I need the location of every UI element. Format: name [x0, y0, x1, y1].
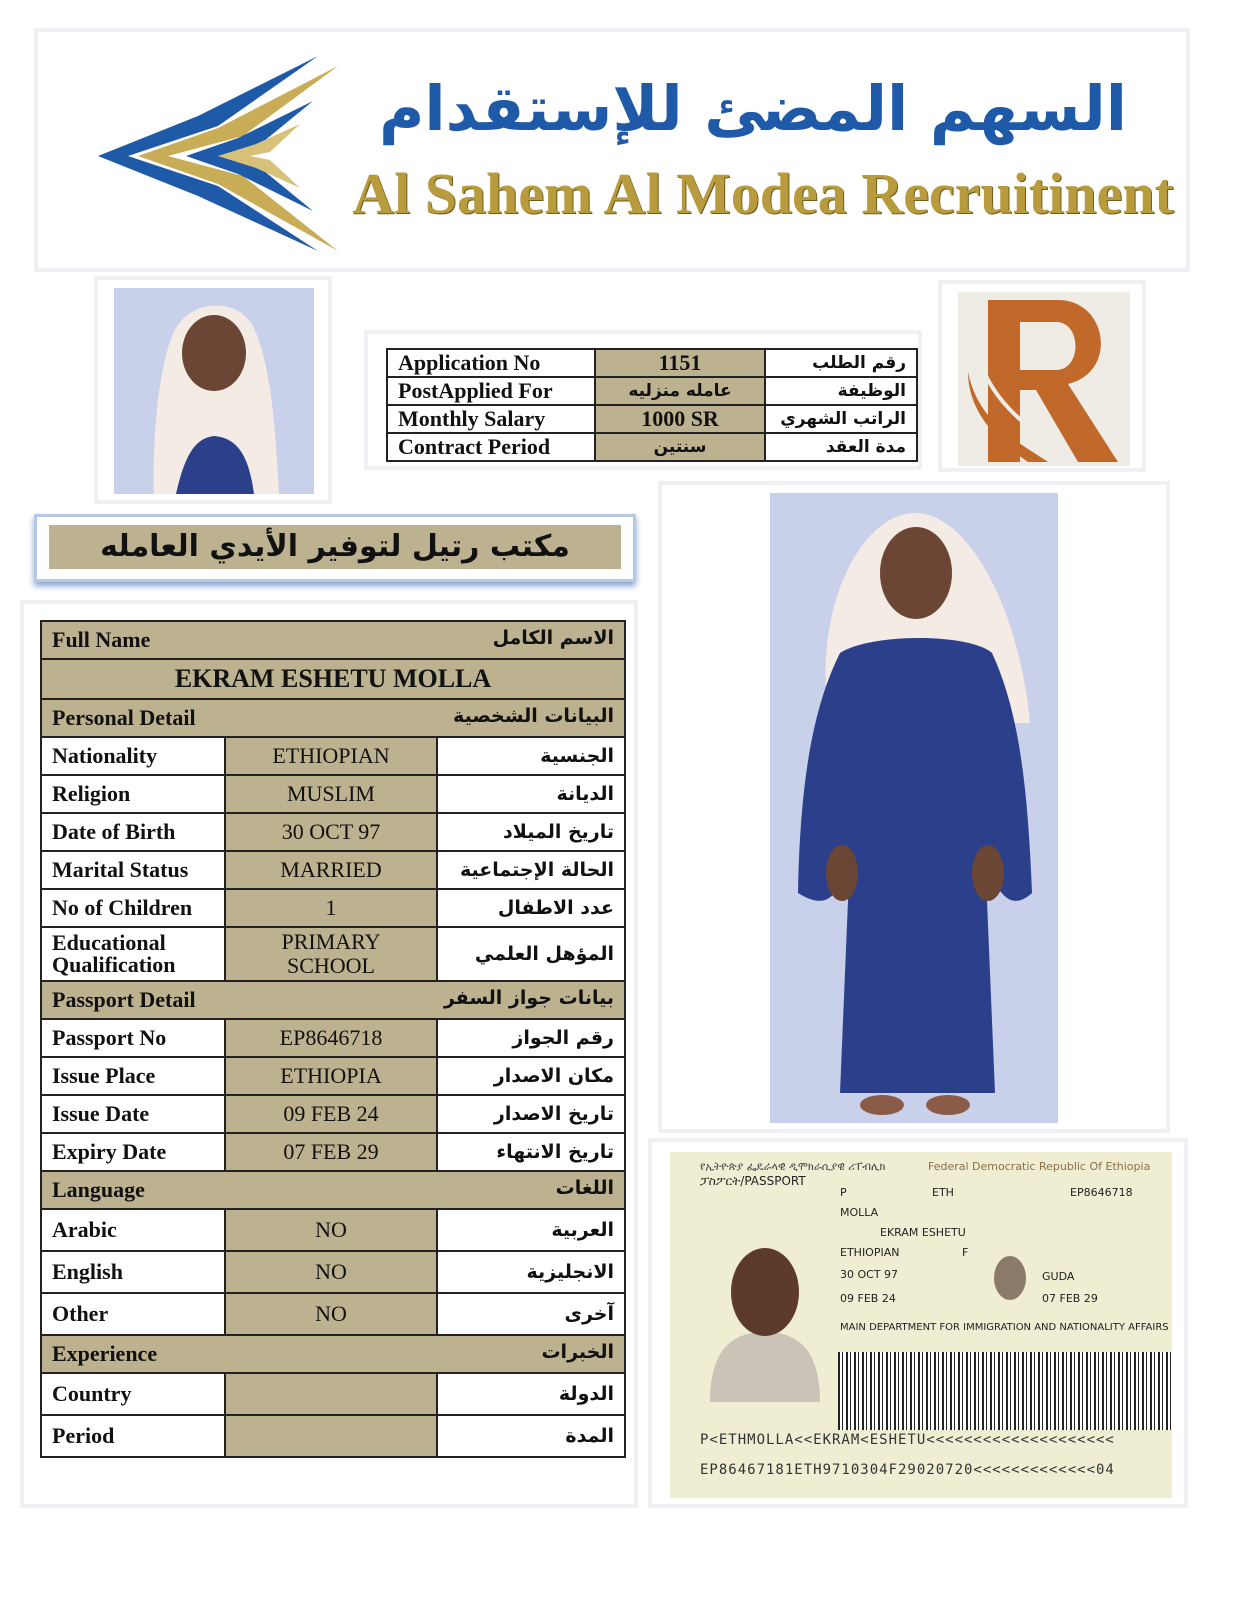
monthly-salary-value: 1000 SR [595, 405, 765, 433]
period-value [225, 1415, 437, 1457]
education-label [41, 927, 225, 981]
issue-place-label-ar: مكان الاصدار [437, 1057, 625, 1095]
full-body-photo [658, 481, 1170, 1133]
passport-given-name: EKRAM ESHETU [880, 1226, 966, 1239]
period-label-ar: المدة [437, 1415, 625, 1457]
country-label: Country [41, 1373, 225, 1415]
passport-header-amharic: የኢትዮጵያ ፌዴራላዊ ዲሞክራሲያዊ ሪፐብሊክ [700, 1160, 886, 1173]
table-row [41, 737, 625, 775]
table-row [41, 889, 625, 927]
date-of-birth-value: 30 OCT 97 [225, 813, 437, 851]
marital-status-value: MARRIED [225, 851, 437, 889]
personal-detail-header-row [41, 699, 625, 737]
arabic-value: NO [225, 1209, 437, 1251]
post-applied-value: عامله منزليه [595, 377, 765, 405]
table-row [41, 927, 625, 981]
country-label-ar: الدولة [437, 1373, 625, 1415]
worker-details [20, 600, 638, 1508]
arabic-label-ar: العربية [437, 1209, 625, 1251]
standing-figure-icon [770, 493, 1058, 1123]
passport-number: EP8646718 [1070, 1186, 1133, 1199]
passport-no-value: EP8646718 [225, 1019, 437, 1057]
country-value [225, 1373, 437, 1415]
issue-date-label: Issue Date [41, 1095, 225, 1133]
company-name-english: Al Sahem Al Modea Recruitinent [352, 161, 1174, 226]
language-header-row [41, 1171, 625, 1209]
monthly-salary-label: Monthly Salary [387, 405, 595, 433]
header-banner [34, 28, 1190, 272]
expiry-date-value: 07 FEB 29 [225, 1133, 437, 1171]
nationality-label-ar: الجنسية [437, 737, 625, 775]
application-no-label-ar: رقم الطلب [765, 349, 917, 377]
table-row [41, 1415, 625, 1457]
full-name-header-row [41, 621, 625, 659]
passport-country-code: ETH [932, 1186, 954, 1199]
passport-ghost-photo-icon [988, 1252, 1032, 1312]
religion-value: MUSLIM [225, 775, 437, 813]
table-row [41, 775, 625, 813]
expiry-date-label: Expiry Date [41, 1133, 225, 1171]
religion-label-ar: الديانة [437, 775, 625, 813]
passport-no-label: Passport No [41, 1019, 225, 1057]
table-row [41, 1251, 625, 1293]
full-name-label: Full Name [52, 627, 151, 652]
table-row [41, 813, 625, 851]
passport-sex: F [962, 1246, 969, 1259]
education-value [225, 927, 437, 981]
table-row [41, 1293, 625, 1335]
expiry-date-label-ar: تاريخ الانتهاء [437, 1133, 625, 1171]
marital-status-label-ar: الحالة الإجتماعية [437, 851, 625, 889]
full-name-value: EKRAM ESHETU MOLLA [41, 659, 625, 699]
arabic-label: Arabic [41, 1209, 225, 1251]
language-label-ar: اللغات [555, 1177, 614, 1199]
table-row [387, 349, 917, 377]
r-letter-logo-icon [958, 292, 1130, 466]
issue-date-value: 09 FEB 24 [225, 1095, 437, 1133]
passport-surname: MOLLA [840, 1206, 879, 1219]
passport-scan [648, 1138, 1188, 1508]
nationality-value: ETHIOPIAN [225, 737, 437, 775]
passport-photo-icon [700, 1232, 830, 1402]
table-row [387, 405, 917, 433]
education-value-line1: PRIMARY [281, 929, 381, 954]
application-summary [364, 330, 922, 470]
education-label-line1: Educational [52, 930, 166, 955]
monthly-salary-label-ar: الراتب الشهري [765, 405, 917, 433]
office-name: مكتب رتيل لتوفير الأيدي العامله [49, 525, 621, 569]
portrait-figure-icon [114, 288, 314, 494]
passport-dob: 30 OCT 97 [840, 1268, 899, 1281]
other-language-label: Other [41, 1293, 225, 1335]
passport-nationality: ETHIOPIAN [840, 1246, 900, 1259]
education-value-line2: SCHOOL [286, 953, 375, 978]
date-of-birth-label: Date of Birth [41, 813, 225, 851]
passport-mrz-line1: P<ETHMOLLA<<EKRAM<ESHETU<<<<<<<<<<<<<<<<<<<< [700, 1432, 1115, 1448]
table-row [41, 1209, 625, 1251]
experience-header-row [41, 1335, 625, 1373]
passport-type: P [840, 1186, 847, 1199]
passport-detail-header-row [41, 981, 625, 1019]
children-label: No of Children [41, 889, 225, 927]
table-row [41, 1373, 625, 1415]
arrow-logo-icon [68, 46, 338, 258]
period-label: Period [41, 1415, 225, 1457]
full-name-label-ar: الاسم الكامل [492, 627, 614, 649]
contract-period-label-ar: مدة العقد [765, 433, 917, 461]
passport-data-page [670, 1152, 1172, 1498]
children-label-ar: عدد الاطفال [437, 889, 625, 927]
full-name-row [41, 659, 625, 699]
office-banner [34, 514, 636, 582]
other-language-value: NO [225, 1293, 437, 1335]
passport-no-label-ar: رقم الجواز [437, 1019, 625, 1057]
english-label: English [41, 1251, 225, 1293]
other-language-label-ar: آخرى [437, 1293, 625, 1335]
children-value: 1 [225, 889, 437, 927]
personal-detail-label-ar: البيانات الشخصية [453, 705, 614, 727]
contract-period-label: Contract Period [387, 433, 595, 461]
table-row [41, 1057, 625, 1095]
passport-detail-label: Passport Detail [52, 987, 196, 1012]
personal-detail-label: Personal Detail [52, 705, 196, 730]
agency-logo [938, 280, 1146, 472]
portrait-photo [94, 276, 332, 504]
date-of-birth-label-ar: تاريخ الميلاد [437, 813, 625, 851]
application-no-value: 1151 [595, 349, 765, 377]
table-row [387, 377, 917, 405]
post-applied-label: PostApplied For [387, 377, 595, 405]
passport-detail-label-ar: بيانات جواز السفر [443, 987, 614, 1009]
passport-place-of-birth: GUDA [1042, 1270, 1075, 1283]
table-row [41, 1019, 625, 1057]
company-name-arabic: السهم المضئ للإستقدام [378, 72, 1128, 145]
passport-barcode [838, 1352, 1172, 1430]
contract-period-value: سنتين [595, 433, 765, 461]
experience-label-ar: الخبرات [541, 1341, 614, 1363]
language-label: Language [52, 1177, 145, 1202]
passport-header-english: Federal Democratic Republic Of Ethiopia [928, 1160, 1151, 1173]
passport-expiry-date: 07 FEB 29 [1042, 1292, 1098, 1305]
english-value: NO [225, 1251, 437, 1293]
issue-place-value: ETHIOPIA [225, 1057, 437, 1095]
passport-mrz-line2: EP86467181ETH9710304F29020720<<<<<<<<<<<<<04 [700, 1462, 1115, 1478]
passport-authority: MAIN DEPARTMENT FOR IMMIGRATION AND NATIONALITY AFFAIRS [840, 1322, 1169, 1333]
application-no-label: Application No [387, 349, 595, 377]
table-row [41, 1095, 625, 1133]
education-label-ar: المؤهل العلمي [437, 927, 625, 981]
english-label-ar: الانجليزية [437, 1251, 625, 1293]
post-applied-label-ar: الوظيفة [765, 377, 917, 405]
passport-doc-type: ፓስፖርት/PASSPORT [700, 1174, 806, 1188]
religion-label: Religion [41, 775, 225, 813]
table-row [41, 851, 625, 889]
details-table [40, 620, 626, 1458]
passport-issue-date: 09 FEB 24 [840, 1292, 896, 1305]
marital-status-label: Marital Status [41, 851, 225, 889]
experience-label: Experience [52, 1341, 158, 1366]
issue-place-label: Issue Place [41, 1057, 225, 1095]
table-row [387, 433, 917, 461]
application-table [386, 348, 918, 462]
nationality-label: Nationality [41, 737, 225, 775]
education-label-line2: Qualification [52, 952, 176, 977]
table-row [41, 1133, 625, 1171]
issue-date-label-ar: تاريخ الاصدار [437, 1095, 625, 1133]
